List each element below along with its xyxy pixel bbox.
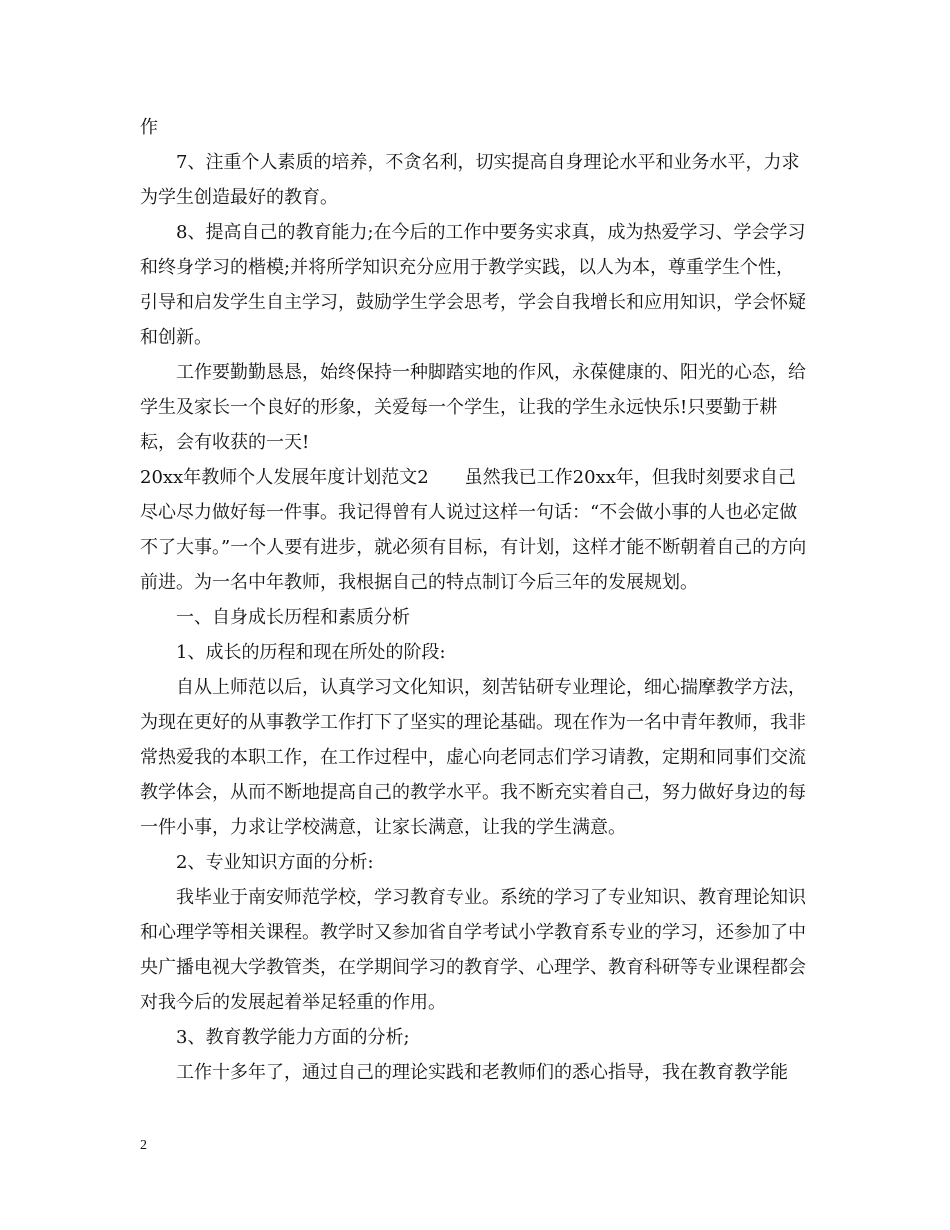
- section-title: 20xx年教师个人发展年度计划范文2: [140, 467, 429, 488]
- paragraph-growth-history: 自从上师范以后，认真学习文化知识，刻苦钻研专业理论，细心揣摩教学方法，为现在更好的从事教学工作打下了坚实的理论基础。现在作为一名中青年教师，我非常热爱我的本职工作，在工作过程中，虚心向老同志们学习请教，定期和同事们交流教学体会，从而不断地提高自己的教学水平。我不断充实着自己，努力做好身边的每一件小事，力求让学校满意，让家长满意，让我的学生满意。: [140, 677, 806, 838]
- subheading-growth-analysis: 一、自身成长历程和素质分析: [176, 607, 410, 628]
- section-intro: 虽然我已工作20xx年，但我时刻要求自己尽心尽力做好每一件事。我记得曾有人说过这样一句话：“不会做小事的人也必定做不了大事。”一个人要有进步，就必须有目标，有计划，这样才能不断朝着自己的方向前进。为一名中年教师，我根据自己的特点制订今后三年的发展规划。: [140, 467, 807, 593]
- paragraph-continuation: 作: [140, 117, 158, 138]
- subheading-professional-knowledge: 2、专业知识方面的分析:: [176, 852, 374, 873]
- page-number: 2: [140, 1138, 147, 1153]
- subheading-teaching-ability: 3、教育教学能力方面的分析;: [176, 1027, 410, 1048]
- paragraph-teaching-ability: 工作十多年了，通过自己的理论实践和老教师们的悉心指导，我在教育教学能: [176, 1062, 788, 1083]
- paragraph-item-7: 7、注重个人素质的培养，不贪名利，切实提高自身理论水平和业务水平，力求为学生创造最好的教育。: [140, 152, 800, 208]
- subheading-growth-stage: 1、成长的历程和现在所处的阶段:: [176, 642, 446, 663]
- document-body: [140, 110, 810, 1090]
- section-heading-paragraph: [140, 460, 810, 600]
- paragraph-professional-knowledge: 我毕业于南安师范学校，学习教育专业。系统的学习了专业知识、教育理论知识和心理学等相关课程。教学时又参加省自学考试小学教育系专业的学习，还参加了中央广播电视大学教管类，在学期间学习的教育学、心理学、教育科研等专业课程都会对我今后的发展起着举足轻重的作用。: [140, 887, 806, 1013]
- paragraph-work-attitude: 工作要勤勤恳恳，始终保持一种脚踏实地的作风，永葆健康的、阳光的心态，给学生及家长一个良好的形象，关爱每一个学生，让我的学生永远快乐!只要勤于耕耘，会有收获的一天!: [140, 362, 806, 453]
- paragraph-item-8: 8、提高自己的教育能力;在今后的工作中要务实求真，成为热爱学习、学会学习和终身学习的楷模;并将所学知识充分应用于教学实践，以人为本，尊重学生个性，引导和启发学生自主学习，鼓励学生学会思考，学会自我增长和应用知识，学会怀疑和创新。: [140, 222, 806, 348]
